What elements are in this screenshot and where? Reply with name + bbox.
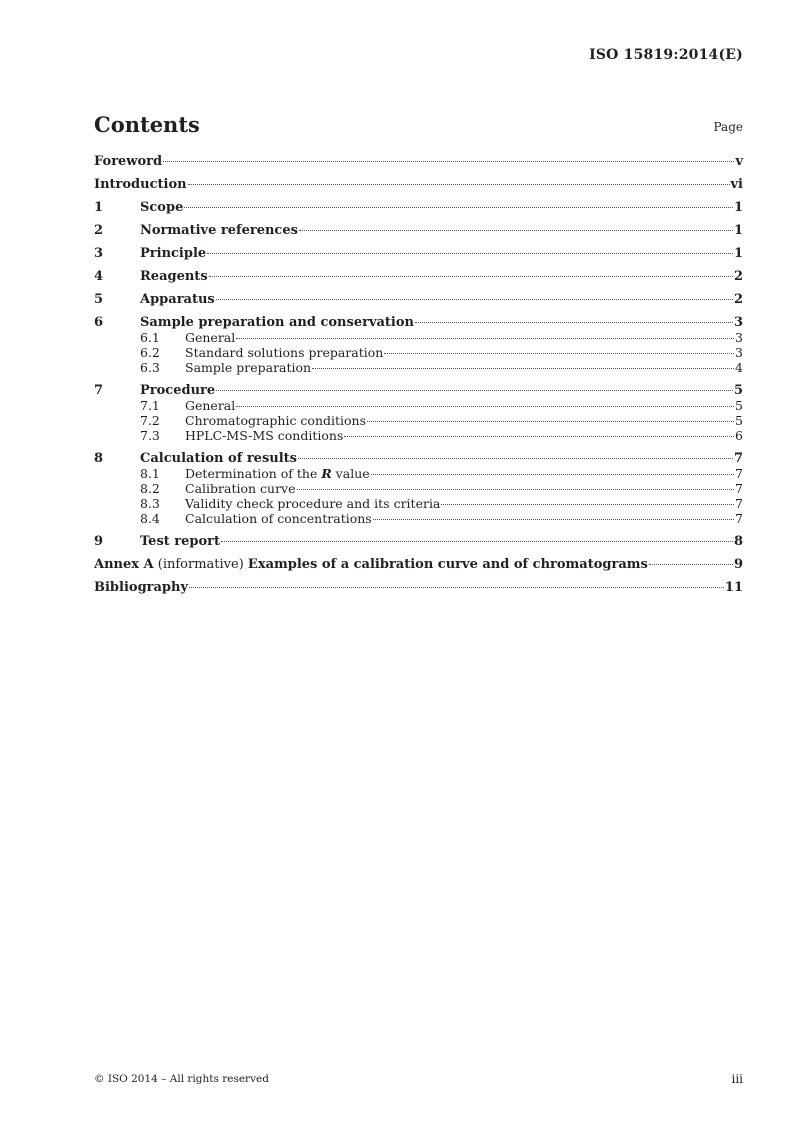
toc-subentry-6-1[interactable]	[94, 330, 743, 345]
toc-entry-number: 9	[94, 534, 104, 549]
toc-subentry-8-3[interactable]	[94, 496, 743, 511]
toc-entry-number: 8.2	[140, 481, 160, 496]
toc-entry-page: 4	[735, 360, 743, 375]
document-id: ISO 15819:2014(E)	[589, 47, 743, 63]
dot-leader	[649, 564, 733, 565]
toc-entry-title	[94, 557, 648, 572]
dot-leader	[163, 161, 734, 162]
annex-type: (informative)	[153, 557, 248, 572]
toc-entry-principle[interactable]	[94, 246, 743, 261]
toc-entry-title: Scope	[140, 200, 184, 215]
toc-entry-title: Calculation of concentrations	[185, 511, 372, 526]
dot-leader	[216, 390, 733, 391]
dot-leader	[298, 458, 733, 459]
page-title: Contents	[94, 112, 200, 137]
dot-leader	[209, 276, 733, 277]
toc-entry-page: 1	[733, 246, 743, 261]
toc-entry-bibliography[interactable]	[94, 580, 743, 595]
dot-leader	[384, 353, 734, 354]
toc-entry-title: Chromatographic conditions	[185, 413, 367, 428]
dot-leader	[299, 230, 733, 231]
dot-leader	[236, 406, 734, 407]
annex-label: Annex A	[94, 557, 154, 572]
toc-entry-number: 6	[94, 315, 104, 330]
toc-entry-title: Normative references	[140, 223, 298, 238]
title-text-pre: Determination of the	[185, 466, 322, 481]
annex-title: Examples of a calibration curve and of chromatograms	[247, 557, 648, 572]
toc-entry-page: 5	[735, 413, 743, 428]
toc-entry-page: 3	[733, 315, 743, 330]
toc-entry-title: Apparatus	[140, 292, 215, 307]
toc-entry-title: Calculation of results	[140, 451, 297, 466]
toc-subentry-8-2[interactable]	[94, 481, 743, 496]
toc-entry-calculation[interactable]	[94, 451, 743, 466]
toc-entry-page: 7	[735, 481, 743, 496]
dot-leader	[441, 504, 734, 505]
toc-entry-page: vi	[730, 177, 743, 192]
dot-leader	[373, 519, 734, 520]
toc-subentry-7-3[interactable]	[94, 428, 743, 443]
toc-entry-page: 2	[733, 292, 743, 307]
toc-entry-title: Calibration curve	[185, 481, 296, 496]
toc-entry-number: 8.1	[140, 466, 160, 481]
toc-entry-title: Principle	[140, 246, 207, 261]
toc-entry-title: Standard solutions preparation	[185, 345, 384, 360]
toc-header	[94, 112, 743, 140]
toc-entry-number: 6.1	[140, 330, 160, 345]
toc-subentry-7-2[interactable]	[94, 413, 743, 428]
toc-entry-number: 6.2	[140, 345, 160, 360]
toc-entry-foreword[interactable]	[94, 154, 743, 169]
toc-entry-page: 7	[735, 496, 743, 511]
toc-entry-page: 3	[735, 345, 743, 360]
dot-leader	[312, 368, 734, 369]
toc-entry-number: 4	[94, 269, 104, 284]
toc-entry-scope[interactable]	[94, 200, 743, 215]
toc-entry-page: 7	[735, 466, 743, 481]
toc-entry-title: Test report	[140, 534, 221, 549]
toc-entry-page: 5	[735, 398, 743, 413]
dot-leader	[344, 436, 734, 437]
dot-leader	[188, 184, 730, 185]
toc-entry-number: 7.2	[140, 413, 160, 428]
toc-entry-procedure[interactable]	[94, 383, 743, 398]
dot-leader	[184, 207, 733, 208]
dot-leader	[216, 299, 733, 300]
toc-entry-title: Validity check procedure and its criteria	[185, 496, 441, 511]
toc-entry-page: 7	[735, 511, 743, 526]
dot-leader	[189, 587, 724, 588]
toc-entry-page: 6	[735, 428, 743, 443]
toc-entry-number: 5	[94, 292, 104, 307]
toc-entry-title: General	[185, 398, 236, 413]
table-of-contents	[94, 154, 743, 595]
toc-entry-number: 6.3	[140, 360, 160, 375]
toc-entry-reagents[interactable]	[94, 269, 743, 284]
toc-entry-page: 7	[733, 451, 743, 466]
toc-entry-number: 7	[94, 383, 104, 398]
toc-entry-title: Reagents	[140, 269, 208, 284]
dot-leader	[236, 338, 734, 339]
toc-entry-title: HPLC-MS-MS conditions	[185, 428, 344, 443]
toc-subentry-8-1[interactable]	[94, 466, 743, 481]
title-text-post: value	[331, 466, 370, 481]
dot-leader	[367, 421, 734, 422]
toc-entry-number: 1	[94, 200, 104, 215]
toc-entry-title: Sample preparation and conservation	[140, 315, 414, 330]
toc-entry-title: Bibliography	[94, 580, 189, 595]
copyright-notice: © ISO 2014 – All rights reserved	[94, 1073, 269, 1085]
toc-entry-page: 11	[724, 580, 743, 595]
toc-entry-page: 1	[733, 223, 743, 238]
toc-subentry-7-1[interactable]	[94, 398, 743, 413]
toc-subentry-8-4[interactable]	[94, 511, 743, 526]
dot-leader	[297, 489, 735, 490]
toc-entry-sample-preparation[interactable]	[94, 315, 743, 330]
toc-entry-number: 3	[94, 246, 104, 261]
toc-entry-title: Sample preparation	[185, 360, 312, 375]
dot-leader	[415, 322, 733, 323]
page-number: iii	[731, 1072, 743, 1086]
toc-entry-number: 8	[94, 451, 104, 466]
toc-entry-page: v	[735, 154, 743, 169]
dot-leader	[221, 541, 733, 542]
toc-entry-annex-a[interactable]	[94, 557, 743, 572]
toc-entry-page: 2	[733, 269, 743, 284]
toc-entry-number: 8.3	[140, 496, 160, 511]
toc-entry-number: 8.4	[140, 511, 160, 526]
toc-entry-test-report[interactable]	[94, 534, 743, 549]
toc-entry-number: 2	[94, 223, 104, 238]
title-symbol-r: R	[321, 466, 332, 481]
toc-entry-title: Foreword	[94, 154, 163, 169]
dot-leader	[371, 474, 734, 475]
toc-entry-page: 1	[733, 200, 743, 215]
toc-entry-page: 5	[733, 383, 743, 398]
toc-entry-introduction[interactable]	[94, 177, 743, 192]
toc-entry-title: Introduction	[94, 177, 187, 192]
toc-entry-title	[185, 466, 370, 481]
toc-entry-apparatus[interactable]	[94, 292, 743, 307]
page-column-label: Page	[713, 120, 743, 134]
dot-leader	[207, 253, 733, 254]
toc-subentry-6-3[interactable]	[94, 360, 743, 375]
toc-entry-title: General	[185, 330, 236, 345]
toc-entry-page: 3	[735, 330, 743, 345]
toc-entry-page: 8	[733, 534, 743, 549]
toc-subentry-6-2[interactable]	[94, 345, 743, 360]
toc-entry-page: 9	[733, 557, 743, 572]
toc-entry-title: Procedure	[140, 383, 216, 398]
toc-entry-number: 7.1	[140, 398, 160, 413]
toc-entry-normative-references[interactable]	[94, 223, 743, 238]
toc-entry-number: 7.3	[140, 428, 160, 443]
